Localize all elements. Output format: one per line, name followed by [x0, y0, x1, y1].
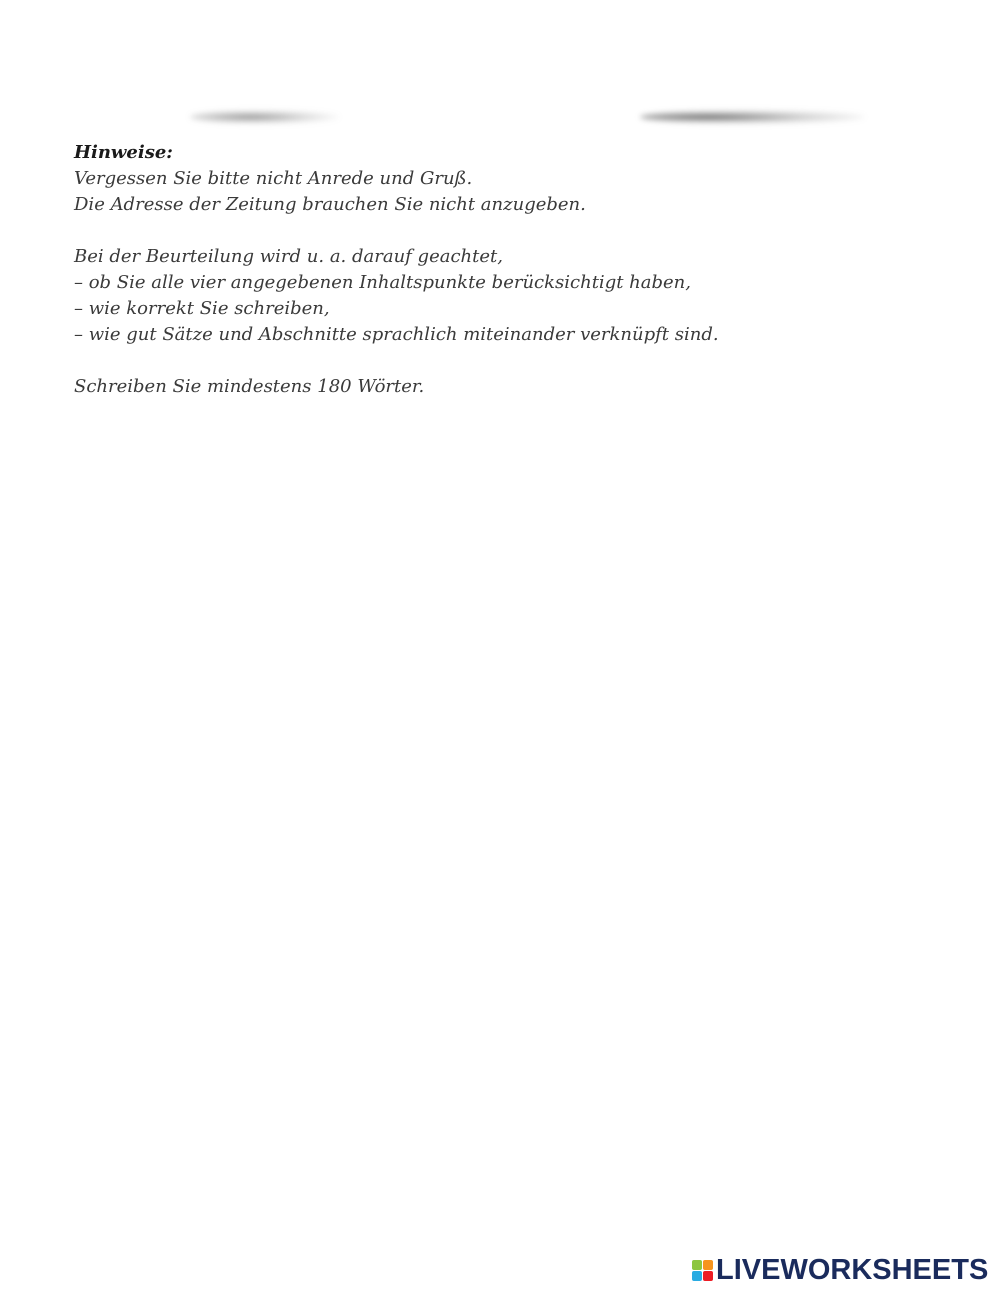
instructions-block: [74, 140, 934, 400]
hints-heading: Hinweise:: [74, 142, 173, 163]
page-fold-shadow-right: [640, 110, 865, 124]
word-count-requirement: Schreiben Sie mindestens 180 Wörter.: [74, 376, 425, 397]
liveworksheets-wordmark: LIVEWORKSHEETS: [716, 1253, 989, 1286]
liveworksheets-logo[interactable]: [692, 1255, 988, 1285]
paragraph-gap: [74, 218, 934, 244]
liveworksheets-logo-icon: [692, 1260, 713, 1281]
hint-line: Vergessen Sie bitte nicht Anrede und Gruß.: [74, 168, 473, 189]
criteria-intro: Bei der Beurteilung wird u. a. darauf geachtet,: [74, 246, 503, 267]
criteria-item: – wie gut Sätze und Abschnitte sprachlich miteinander verknüpft sind.: [74, 324, 719, 345]
criteria-item: – wie korrekt Sie schreiben,: [74, 298, 330, 319]
page-fold-shadow-left: [190, 110, 340, 124]
paragraph-gap: [74, 348, 934, 374]
hint-line: Die Adresse der Zeitung brauchen Sie nicht anzugeben.: [74, 194, 586, 215]
criteria-item: – ob Sie alle vier angegebenen Inhaltspunkte berücksichtigt haben,: [74, 272, 691, 293]
